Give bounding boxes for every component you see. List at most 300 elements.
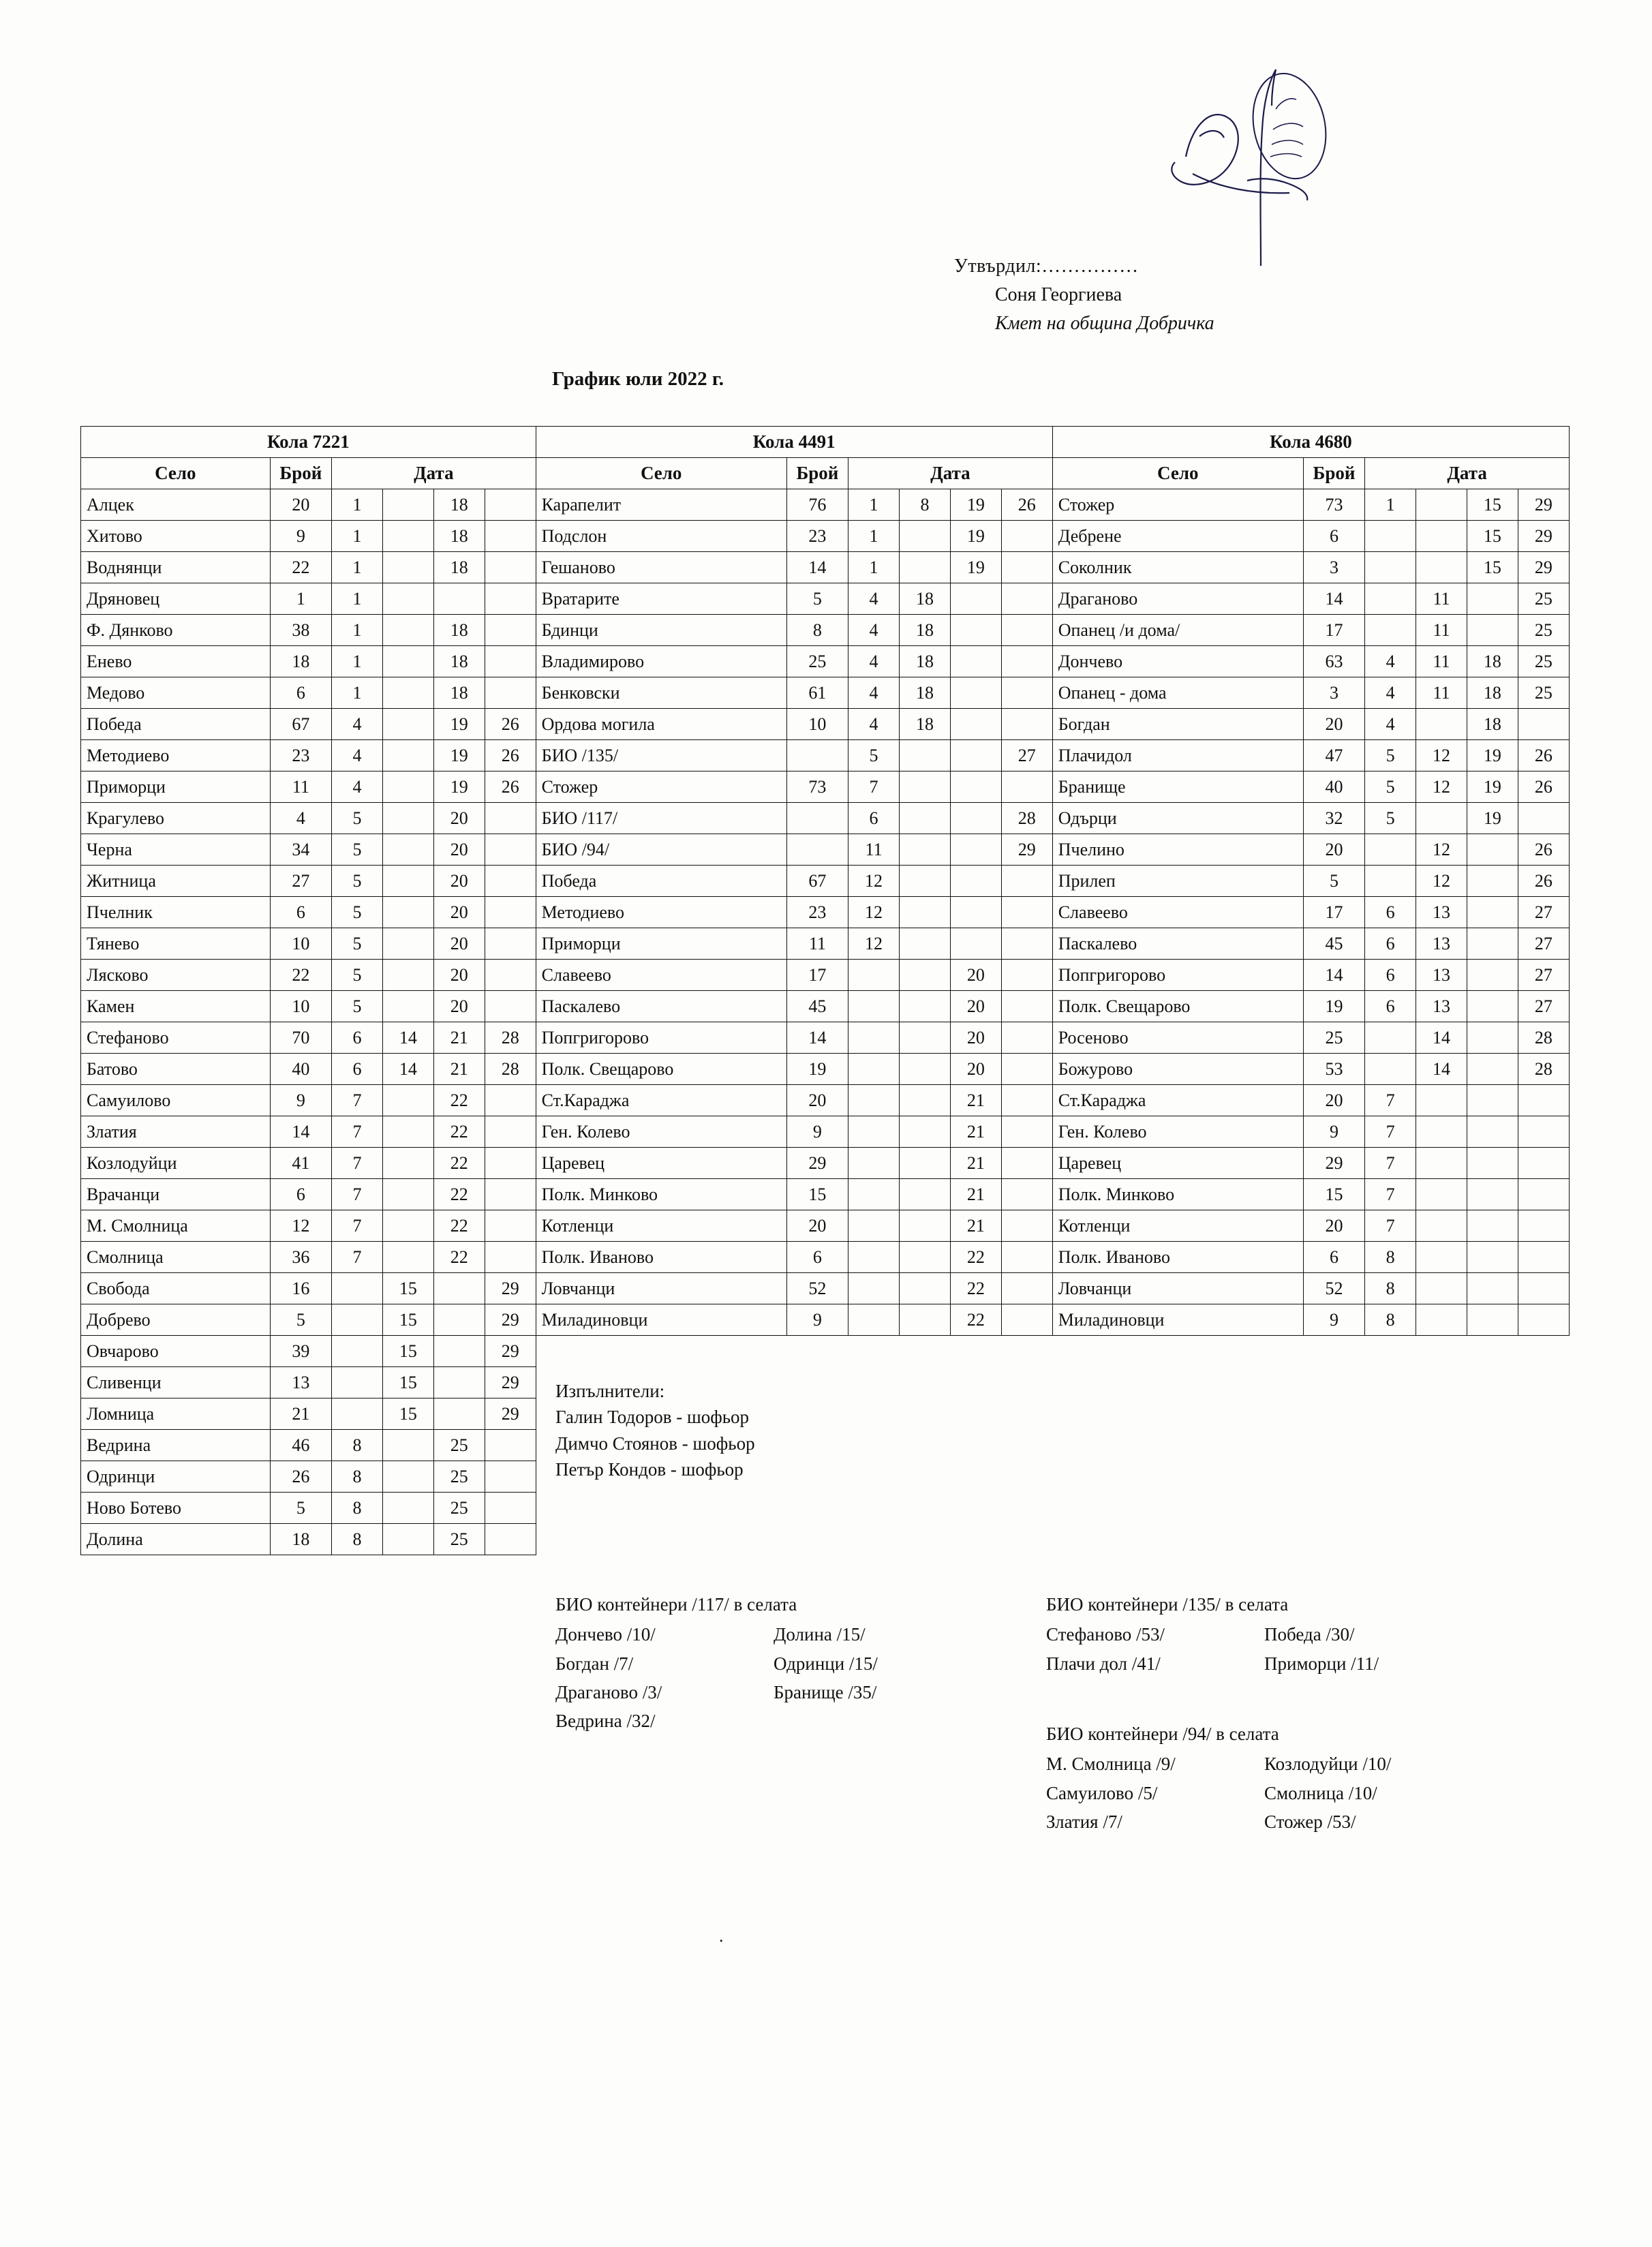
cell-date-3-7221: 18 [433,489,485,521]
table-row [81,1116,1570,1148]
cell-date-3-4680 [1467,1085,1518,1116]
cell-count-4680: 17 [1303,615,1364,646]
group-title-4680: Кола 4680 [1052,427,1569,458]
cell-date-2-7221 [382,866,433,897]
cell-date-3-4491 [950,803,1001,834]
cell-date-4-7221 [485,521,536,552]
cell-village-4491: Паскалево [536,991,786,1022]
cell-date-2-7221 [382,928,433,960]
cell-date-2-4491 [900,521,951,552]
cell-date-3-7221: 18 [433,552,485,583]
cell-date-4-4491 [1001,866,1052,897]
cell-date-3-4491: 21 [950,1179,1001,1210]
cell-village-7221: Одринци [81,1461,271,1493]
table-row [81,1273,1570,1304]
executor-item: Петър Кондов - шофьор [555,1458,744,1480]
cell-count-4680: 14 [1303,960,1364,991]
table-row [81,1336,1570,1367]
cell-count-4491: 73 [786,771,848,803]
empty-cell [848,1367,900,1398]
empty-cell [1416,1398,1467,1430]
cell-date-1-4680: 4 [1365,677,1416,709]
cell-village-7221: Крагулево [81,803,271,834]
cell-date-4-7221 [485,834,536,866]
header-date-2: Дата [848,458,1053,489]
table-row [81,1461,1570,1493]
cell-date-4-4491 [1001,928,1052,960]
table-row [81,991,1570,1022]
empty-cell [1303,1336,1364,1367]
cell-date-4-4491: 27 [1001,740,1052,771]
cell-date-2-4680: 13 [1416,991,1467,1022]
cell-date-4-4680: 27 [1518,897,1569,928]
cell-date-3-4680: 15 [1467,552,1518,583]
bio-94-item: Козлодуйци /10/ [1264,1754,1392,1775]
empty-cell [950,1336,1001,1367]
cell-count-4491: 15 [786,1179,848,1210]
header-count-1: Брой [270,458,331,489]
page-title: График юли 2022 г. [552,368,724,390]
cell-date-3-4491 [950,646,1001,677]
cell-village-7221: Лясково [81,960,271,991]
cell-date-1-4491 [848,991,900,1022]
cell-date-1-4491: 12 [848,866,900,897]
cell-count-4680: 14 [1303,583,1364,615]
empty-cell [1303,1367,1364,1398]
executor-item: Галин Тодоров - шофьор [555,1407,750,1428]
cell-village-4680: Росеново [1052,1022,1303,1054]
cell-count-7221: 40 [270,1054,331,1085]
cell-village-4680: Полк. Свещарово [1052,991,1303,1022]
cell-date-1-7221: 5 [332,960,383,991]
cell-date-2-4491 [900,1179,951,1210]
cell-village-4680: Дебрене [1052,521,1303,552]
cell-date-3-4491: 21 [950,1148,1001,1179]
cell-date-3-4491: 20 [950,991,1001,1022]
cell-date-4-4680: 26 [1518,740,1569,771]
cell-count-7221: 21 [270,1398,331,1430]
cell-date-1-4491 [848,1179,900,1210]
cell-count-7221: 23 [270,740,331,771]
cell-date-2-4491 [900,991,951,1022]
cell-date-1-4680: 1 [1365,489,1416,521]
column-header-row [81,458,1570,489]
cell-date-1-4491: 4 [848,709,900,740]
cell-count-7221: 4 [270,803,331,834]
cell-count-4680: 17 [1303,897,1364,928]
cell-date-3-4491 [950,928,1001,960]
cell-date-2-7221 [382,615,433,646]
empty-cell [1416,1461,1467,1493]
cell-date-2-4680: 11 [1416,615,1467,646]
header-village-2: Село [536,458,786,489]
cell-count-7221: 6 [270,1179,331,1210]
cell-date-2-4491 [900,866,951,897]
cell-count-7221: 1 [270,583,331,615]
cell-date-2-4491 [900,1022,951,1054]
cell-count-7221: 18 [270,1524,331,1555]
cell-date-1-4491 [848,1242,900,1273]
cell-date-2-4680 [1416,1210,1467,1242]
empty-cell [848,1524,900,1555]
cell-date-3-4491: 21 [950,1116,1001,1148]
cell-date-4-4680 [1518,1179,1569,1210]
cell-count-4680: 3 [1303,677,1364,709]
cell-count-4491: 9 [786,1116,848,1148]
approver-role: Кмет на община Добричка [995,313,1214,334]
cell-date-4-4680 [1518,1148,1569,1179]
cell-date-2-7221 [382,740,433,771]
schedule-table [80,426,1570,1555]
cell-date-2-4680: 11 [1416,646,1467,677]
cell-date-1-4680: 6 [1365,991,1416,1022]
bio-135-title: БИО контейнери /135/ в селата [1046,1594,1289,1615]
cell-count-4491: 17 [786,960,848,991]
cell-village-4680: Царевец [1052,1148,1303,1179]
cell-village-4491: БИО /94/ [536,834,786,866]
header-date-3: Дата [1365,458,1570,489]
empty-cell [900,1398,951,1430]
cell-date-4-4680 [1518,1085,1569,1116]
cell-date-4-4491: 28 [1001,803,1052,834]
cell-date-2-4680: 14 [1416,1054,1467,1085]
cell-village-4491: Бдинци [536,615,786,646]
table-row [81,1179,1570,1210]
cell-village-7221: Врачанци [81,1179,271,1210]
cell-date-1-4491: 4 [848,583,900,615]
cell-date-4-4491: 29 [1001,834,1052,866]
cell-village-7221: Житница [81,866,271,897]
table-row [81,1367,1570,1398]
empty-cell [1001,1430,1052,1461]
cell-count-4491: 20 [786,1210,848,1242]
empty-cell [1518,1524,1569,1555]
cell-count-4491: 9 [786,1304,848,1336]
bio-135-item: Приморци /11/ [1264,1653,1379,1674]
cell-village-4491: Гешаново [536,552,786,583]
cell-count-7221: 12 [270,1210,331,1242]
cell-date-1-4491: 1 [848,521,900,552]
empty-cell [1518,1430,1569,1461]
cell-date-4-7221 [485,552,536,583]
cell-count-7221: 46 [270,1430,331,1461]
cell-count-4491: 14 [786,552,848,583]
cell-date-3-4680: 18 [1467,646,1518,677]
bio-117-item: Драганово /3/ [555,1681,662,1702]
cell-date-4-7221: 29 [485,1398,536,1430]
cell-date-3-7221: 22 [433,1116,485,1148]
bio-135-item: Плачи дол /41/ [1046,1653,1161,1674]
bio-117-item: Ведрина /32/ [555,1711,656,1732]
cell-date-3-4491: 21 [950,1210,1001,1242]
cell-count-4491: 76 [786,489,848,521]
cell-date-3-7221: 22 [433,1085,485,1116]
cell-date-3-7221: 20 [433,803,485,834]
cell-date-1-7221: 5 [332,834,383,866]
cell-count-4680: 19 [1303,991,1364,1022]
cell-date-3-4491: 22 [950,1304,1001,1336]
cell-date-4-4491 [1001,1054,1052,1085]
cell-date-3-4680 [1467,960,1518,991]
cell-village-4491: Котленци [536,1210,786,1242]
cell-date-1-4680 [1365,615,1416,646]
cell-count-7221: 9 [270,1085,331,1116]
cell-count-4680: 20 [1303,1085,1364,1116]
cell-date-4-7221 [485,1210,536,1242]
empty-cell [1416,1493,1467,1524]
cell-village-7221: Ново Ботево [81,1493,271,1524]
cell-date-4-4680: 27 [1518,991,1569,1022]
approved-label: Утвърдил:…………… [954,256,1139,277]
table-row [81,552,1570,583]
bio-135-item: Победа /30/ [1264,1624,1355,1645]
approver-name: Соня Георгиева [995,284,1122,305]
cell-count-7221: 18 [270,646,331,677]
cell-date-1-4491 [848,960,900,991]
cell-date-4-4491 [1001,1273,1052,1304]
cell-date-1-4680: 6 [1365,928,1416,960]
cell-date-2-4491 [900,1273,951,1304]
cell-village-4491: Ордова могила [536,709,786,740]
cell-village-4491: Вратарите [536,583,786,615]
cell-date-1-7221 [332,1273,383,1304]
cell-date-3-7221: 25 [433,1461,485,1493]
cell-date-2-7221 [382,771,433,803]
cell-date-1-7221: 7 [332,1242,383,1273]
cell-date-2-7221 [382,897,433,928]
cell-date-2-7221 [382,677,433,709]
empty-cell [848,1430,900,1461]
cell-date-4-4680: 25 [1518,583,1569,615]
table-row [81,866,1570,897]
cell-village-4680: Соколник [1052,552,1303,583]
cell-village-4491: БИО /117/ [536,803,786,834]
cell-date-3-4491 [950,897,1001,928]
cell-date-1-7221: 8 [332,1430,383,1461]
cell-village-4491: Царевец [536,1148,786,1179]
cell-date-3-7221: 25 [433,1493,485,1524]
cell-date-2-4491 [900,1148,951,1179]
cell-village-7221: Златия [81,1116,271,1148]
cell-date-2-4680: 14 [1416,1022,1467,1054]
cell-village-4491: Ген. Колево [536,1116,786,1148]
cell-count-4680: 20 [1303,1210,1364,1242]
cell-count-7221: 14 [270,1116,331,1148]
cell-count-4680: 32 [1303,803,1364,834]
cell-date-1-7221: 5 [332,803,383,834]
cell-date-4-4491 [1001,1304,1052,1336]
empty-cell [786,1524,848,1555]
cell-date-4-7221 [485,489,536,521]
cell-date-4-4680: 25 [1518,615,1569,646]
cell-village-4680: Славеево [1052,897,1303,928]
empty-cell [1365,1336,1416,1367]
cell-date-2-4680: 13 [1416,897,1467,928]
empty-cell [900,1461,951,1493]
table-row [81,1524,1570,1555]
cell-count-4491: 8 [786,615,848,646]
empty-cell [848,1398,900,1430]
cell-count-7221: 9 [270,521,331,552]
bio-117-title: БИО контейнери /117/ в селата [555,1594,797,1615]
empty-cell [1001,1336,1052,1367]
cell-date-2-7221: 15 [382,1304,433,1336]
cell-date-4-7221 [485,646,536,677]
cell-date-1-4491: 12 [848,928,900,960]
cell-date-1-7221: 1 [332,646,383,677]
bio-94-title: БИО контейнери /94/ в селата [1046,1724,1279,1744]
empty-cell [1052,1367,1303,1398]
cell-date-4-4680 [1518,1273,1569,1304]
cell-date-2-4680 [1416,1273,1467,1304]
cell-date-3-4680 [1467,1273,1518,1304]
cell-date-3-7221: 22 [433,1242,485,1273]
cell-date-2-4491: 18 [900,709,951,740]
cell-date-3-4680: 18 [1467,709,1518,740]
cell-date-2-4680: 11 [1416,677,1467,709]
cell-date-2-4680 [1416,1242,1467,1273]
empty-cell [950,1461,1001,1493]
empty-cell [900,1430,951,1461]
cell-count-4491: 25 [786,646,848,677]
cell-date-3-4491: 20 [950,960,1001,991]
cell-date-2-7221: 14 [382,1054,433,1085]
cell-count-4680: 6 [1303,521,1364,552]
cell-date-1-7221: 4 [332,771,383,803]
cell-date-4-4680 [1518,1116,1569,1148]
cell-date-4-7221 [485,583,536,615]
cell-date-2-4491 [900,1054,951,1085]
cell-date-1-7221: 4 [332,709,383,740]
empty-cell [1052,1493,1303,1524]
cell-date-1-4491 [848,1085,900,1116]
cell-count-4491: 6 [786,1242,848,1273]
cell-date-4-7221 [485,928,536,960]
cell-date-3-4680 [1467,1210,1518,1242]
cell-date-2-4491: 18 [900,615,951,646]
cell-date-4-4680: 25 [1518,677,1569,709]
cell-count-4491: 45 [786,991,848,1022]
table-row [81,615,1570,646]
cell-date-2-7221: 15 [382,1398,433,1430]
cell-date-1-4680 [1365,834,1416,866]
cell-date-1-4491: 4 [848,615,900,646]
cell-village-7221: Приморци [81,771,271,803]
empty-cell [1518,1493,1569,1524]
cell-date-1-4491 [848,1116,900,1148]
cell-date-1-4680: 4 [1365,646,1416,677]
table-row [81,1054,1570,1085]
cell-date-4-7221: 26 [485,740,536,771]
table-row [81,583,1570,615]
cell-village-7221: Ломница [81,1398,271,1430]
empty-cell [900,1367,951,1398]
empty-cell [536,1336,786,1367]
cell-date-1-7221: 7 [332,1210,383,1242]
cell-date-4-4491 [1001,771,1052,803]
cell-date-4-4680: 27 [1518,960,1569,991]
bio-117-item: Бранище /35/ [774,1681,877,1702]
cell-count-7221: 6 [270,677,331,709]
table-row [81,1493,1570,1524]
cell-date-3-4680 [1467,583,1518,615]
cell-date-3-4491 [950,677,1001,709]
table-row [81,521,1570,552]
cell-date-3-7221: 20 [433,991,485,1022]
cell-date-2-7221 [382,1085,433,1116]
cell-date-2-7221 [382,1461,433,1493]
cell-count-4491: 14 [786,1022,848,1054]
cell-date-1-7221: 8 [332,1493,383,1524]
cell-count-4680: 15 [1303,1179,1364,1210]
table-row [81,1085,1570,1116]
cell-date-3-4680: 15 [1467,521,1518,552]
cell-village-7221: Долина [81,1524,271,1555]
cell-date-4-4491 [1001,677,1052,709]
empty-cell [1518,1461,1569,1493]
bio-117-item: Дончево /10/ [555,1624,656,1645]
cell-date-1-7221: 7 [332,1179,383,1210]
cell-date-1-4491 [848,1273,900,1304]
header-village-1: Село [81,458,271,489]
cell-date-1-4491 [848,1210,900,1242]
empty-cell [1467,1430,1518,1461]
cell-date-4-7221 [485,1430,536,1461]
cell-count-4491: 11 [786,928,848,960]
cell-date-4-4491 [1001,991,1052,1022]
cell-count-7221: 27 [270,866,331,897]
cell-date-4-4680: 29 [1518,521,1569,552]
cell-date-4-4680 [1518,709,1569,740]
cell-date-4-7221 [485,991,536,1022]
cell-date-1-4680: 7 [1365,1116,1416,1148]
empty-cell [1303,1430,1364,1461]
cell-village-4680: Одърци [1052,803,1303,834]
cell-date-2-4680 [1416,552,1467,583]
cell-date-2-4680 [1416,521,1467,552]
cell-date-1-7221: 6 [332,1022,383,1054]
cell-count-7221: 38 [270,615,331,646]
table-row [81,1398,1570,1430]
cell-count-4680: 9 [1303,1304,1364,1336]
header-count-2: Брой [786,458,848,489]
cell-village-4680: Попгригорово [1052,960,1303,991]
cell-village-4680: Драганово [1052,583,1303,615]
cell-date-4-7221: 29 [485,1336,536,1367]
empty-cell [1416,1336,1467,1367]
cell-date-2-7221 [382,646,433,677]
cell-date-3-4680 [1467,834,1518,866]
cell-date-3-4680 [1467,615,1518,646]
cell-village-4491: Подслон [536,521,786,552]
cell-village-7221: Хитово [81,521,271,552]
cell-date-1-4491: 11 [848,834,900,866]
empty-cell [950,1430,1001,1461]
cell-date-1-4680: 8 [1365,1304,1416,1336]
cell-date-2-4680: 12 [1416,771,1467,803]
bio-117-item: Долина /15/ [774,1624,866,1645]
bio-117-item [774,1708,878,1734]
empty-cell [950,1524,1001,1555]
empty-cell [1467,1336,1518,1367]
cell-village-4680: Дончево [1052,646,1303,677]
table-row [81,897,1570,928]
cell-date-3-4680 [1467,897,1518,928]
cell-date-2-7221 [382,1116,433,1148]
cell-date-4-4491 [1001,1242,1052,1273]
cell-date-4-7221 [485,615,536,646]
cell-date-1-7221: 1 [332,552,383,583]
